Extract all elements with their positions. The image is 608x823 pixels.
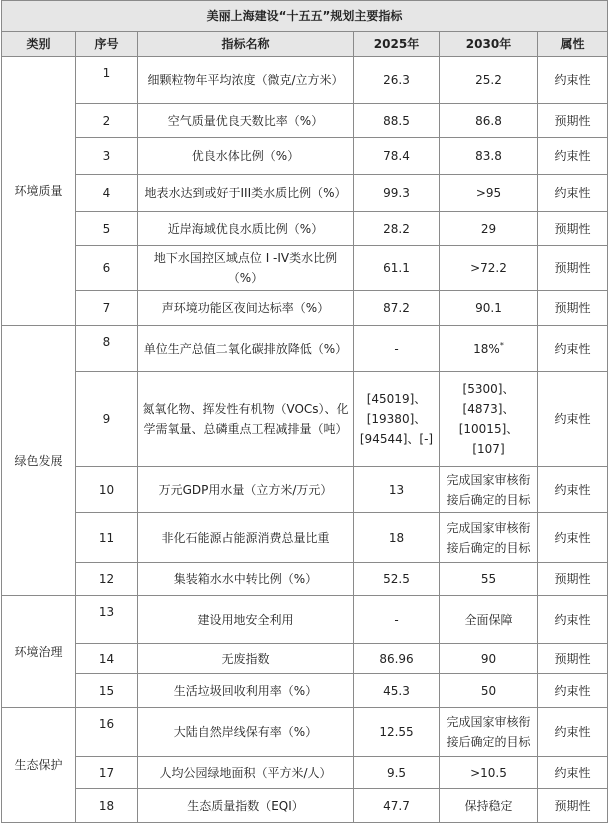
value-2030: 50 — [440, 674, 538, 708]
value-2030: [5300]、[4873]、[10015]、[107] — [440, 372, 538, 467]
attribute: 约束性 — [538, 57, 608, 104]
row-number: 5 — [76, 212, 138, 246]
header-indicator-name: 指标名称 — [138, 32, 354, 57]
row-number: 3 — [76, 138, 138, 175]
row-number: 4 — [76, 175, 138, 212]
table-row — [2, 596, 608, 644]
indicator-name: 氮氧化物、挥发性有机物（VOCs）、化学需氧量、总磷重点工程减排量（吨） — [138, 372, 354, 467]
row-number: 14 — [76, 644, 138, 674]
attribute: 预期性 — [538, 212, 608, 246]
category-green-development: 绿色发展 — [2, 326, 76, 596]
indicator-name: 集装箱水水中转比例（%） — [138, 563, 354, 596]
indicator-name: 地下水国控区域点位 I -IV类水比例（%） — [138, 246, 354, 291]
value-2030: 全面保障 — [440, 596, 538, 644]
table-row — [2, 246, 608, 291]
value-2025: 52.5 — [354, 563, 440, 596]
value-2030: 29 — [440, 212, 538, 246]
value-2025: 47.7 — [354, 789, 440, 823]
value-2025: 87.2 — [354, 291, 440, 326]
header-category: 类别 — [2, 32, 76, 57]
value-2025: 18 — [354, 513, 440, 563]
category-env-governance: 环境治理 — [2, 596, 76, 708]
attribute: 预期性 — [538, 291, 608, 326]
header-number: 序号 — [76, 32, 138, 57]
value-2025: 86.96 — [354, 644, 440, 674]
row-number: 7 — [76, 291, 138, 326]
indicator-name: 人均公园绿地面积（平方米/人） — [138, 757, 354, 789]
value-2030: >95 — [440, 175, 538, 212]
value-2025: 13 — [354, 467, 440, 513]
row-number: 18 — [76, 789, 138, 823]
value-2025: 26.3 — [354, 57, 440, 104]
table-row — [2, 57, 608, 104]
attribute: 约束性 — [538, 596, 608, 644]
table-row — [2, 372, 608, 467]
value-2030: 保持稳定 — [440, 789, 538, 823]
table-row — [2, 757, 608, 789]
value-2025: 88.5 — [354, 104, 440, 138]
attribute: 预期性 — [538, 644, 608, 674]
value-2030: 83.8 — [440, 138, 538, 175]
value-2030: 完成国家审核衔接后确定的目标 — [440, 513, 538, 563]
attribute: 约束性 — [538, 513, 608, 563]
value-2030: 25.2 — [440, 57, 538, 104]
row-number: 15 — [76, 674, 138, 708]
indicator-name: 非化石能源占能源消费总量比重 — [138, 513, 354, 563]
value-2030: >10.5 — [440, 757, 538, 789]
value-2030 — [440, 326, 538, 372]
row-number: 16 — [76, 708, 138, 757]
attribute: 约束性 — [538, 674, 608, 708]
value-2030: 完成国家审核衔接后确定的目标 — [440, 467, 538, 513]
indicator-name: 地表水达到或好于III类水质比例（%） — [138, 175, 354, 212]
table-row — [2, 789, 608, 823]
table-row — [2, 644, 608, 674]
row-number: 10 — [76, 467, 138, 513]
attribute: 约束性 — [538, 467, 608, 513]
value-2025: 78.4 — [354, 138, 440, 175]
value-2025: 45.3 — [354, 674, 440, 708]
row-number: 2 — [76, 104, 138, 138]
indicator-name: 声环境功能区夜间达标率（%） — [138, 291, 354, 326]
table-row — [2, 467, 608, 513]
table-row — [2, 138, 608, 175]
row-number: 6 — [76, 246, 138, 291]
header-2030: 2030年 — [440, 32, 538, 57]
value-2030: 55 — [440, 563, 538, 596]
indicator-name: 生态质量指数（EQI） — [138, 789, 354, 823]
row-number: 9 — [76, 372, 138, 467]
value-2025: 9.5 — [354, 757, 440, 789]
indicator-name: 建设用地安全利用 — [138, 596, 354, 644]
value-2030: 86.8 — [440, 104, 538, 138]
table-row — [2, 563, 608, 596]
header-attribute: 属性 — [538, 32, 608, 57]
value-2030: 90 — [440, 644, 538, 674]
category-eco-protection: 生态保护 — [2, 708, 76, 823]
attribute: 预期性 — [538, 563, 608, 596]
value-2025: - — [354, 596, 440, 644]
value-2025: [45019]、[19380]、[94544]、[-] — [354, 372, 440, 467]
value-2025: 99.3 — [354, 175, 440, 212]
indicator-name: 大陆自然岸线保有率（%） — [138, 708, 354, 757]
table-row — [2, 708, 608, 757]
indicator-name: 空气质量优良天数比率（%） — [138, 104, 354, 138]
attribute: 预期性 — [538, 104, 608, 138]
footnote-marker: * — [499, 340, 504, 350]
table-row — [2, 674, 608, 708]
header-2025: 2025年 — [354, 32, 440, 57]
category-env-quality: 环境质量 — [2, 57, 76, 326]
row-number: 1 — [76, 57, 138, 104]
table-row — [2, 513, 608, 563]
value-2030: 完成国家审核衔接后确定的目标 — [440, 708, 538, 757]
row-number: 13 — [76, 596, 138, 644]
attribute: 预期性 — [538, 789, 608, 823]
row-number: 8 — [76, 326, 138, 372]
attribute: 约束性 — [538, 372, 608, 467]
indicators-table — [1, 0, 608, 823]
indicator-name: 细颗粒物年平均浓度（微克/立方米） — [138, 57, 354, 104]
value-2030: >72.2 — [440, 246, 538, 291]
value-2025: 61.1 — [354, 246, 440, 291]
table-row — [2, 104, 608, 138]
attribute: 约束性 — [538, 326, 608, 372]
row-number: 17 — [76, 757, 138, 789]
table-row — [2, 212, 608, 246]
indicator-name: 单位生产总值二氧化碳排放降低（%） — [138, 326, 354, 372]
value-2025: 12.55 — [354, 708, 440, 757]
table-row — [2, 291, 608, 326]
value-2030: 90.1 — [440, 291, 538, 326]
table-row — [2, 326, 608, 372]
indicator-name: 无废指数 — [138, 644, 354, 674]
attribute: 约束性 — [538, 138, 608, 175]
value-2030-text: 18% — [473, 341, 500, 356]
indicator-name: 生活垃圾回收利用率（%） — [138, 674, 354, 708]
indicator-name: 万元GDP用水量（立方米/万元） — [138, 467, 354, 513]
indicator-name: 优良水体比例（%） — [138, 138, 354, 175]
attribute: 约束性 — [538, 175, 608, 212]
row-number: 11 — [76, 513, 138, 563]
value-2025: - — [354, 326, 440, 372]
table-title: 美丽上海建设“十五五”规划主要指标 — [2, 1, 608, 32]
attribute: 预期性 — [538, 246, 608, 291]
indicator-name: 近岸海域优良水质比例（%） — [138, 212, 354, 246]
row-number: 12 — [76, 563, 138, 596]
table-row — [2, 175, 608, 212]
value-2025: 28.2 — [354, 212, 440, 246]
attribute: 约束性 — [538, 708, 608, 757]
attribute: 约束性 — [538, 757, 608, 789]
